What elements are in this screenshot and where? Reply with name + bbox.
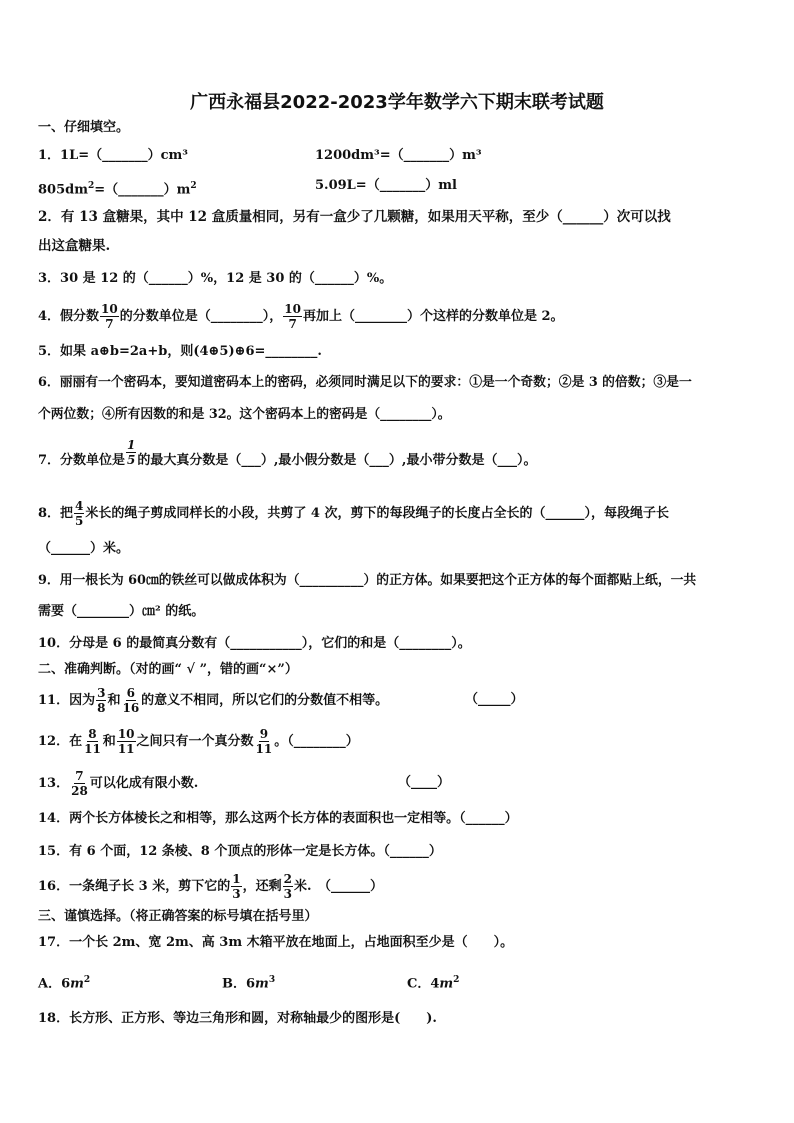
q13-answer-paren: （____）	[398, 775, 451, 790]
q5: 5．如果 a⊕b=2a+b，则(4⊕5)⊕6=________.	[38, 344, 322, 359]
q11-and: 和	[107, 693, 121, 708]
q17-stem: 17．一个长 2m、宽 2m、高 3m 木箱平放在地面上，占地面积至少是（ ）。	[38, 935, 514, 950]
section-3-heading: 三、谨慎选择。（将正确答案的标号填在括号里）	[38, 909, 318, 924]
q16-mid: ，还剩	[242, 879, 282, 894]
q4-pre: 4．假分数	[38, 309, 100, 324]
q4-fraction-1: $\frac{10}{7}$	[101, 302, 118, 331]
q7-post: 的最大真分数是（___）,最小假分数是（___）,最小带分数是（___）。	[137, 453, 537, 468]
q4	[38, 302, 564, 331]
q13-post: 可以化成有限小数.	[89, 776, 199, 791]
q11-post: 的意义不相同，所以它们的分数值不相等。	[141, 693, 389, 708]
q7-pre: 7．分数单位是	[38, 453, 126, 468]
q8-line-1	[38, 499, 669, 528]
q1-part-a: 1．1L=（_______）cm³	[38, 148, 188, 163]
page-title: 广西永福县2022-2023学年数学六下期末联考试题	[190, 92, 604, 113]
q16-fraction-1: $\frac{1}{3}$	[232, 872, 241, 901]
q7-fraction: $\frac{1}{5}$	[127, 438, 136, 467]
q8-line-2: （______）米。	[38, 541, 130, 556]
q4-mid: 的分数单位是（________），	[119, 309, 283, 324]
q8-pre: 8．把	[38, 506, 74, 521]
q12-fraction-3: $\frac{9}{11}$	[255, 727, 273, 756]
q12-and: 和	[102, 734, 116, 749]
q1-part-d: 5.09L=（_______）ml	[315, 178, 457, 193]
q12	[38, 727, 359, 756]
q12-pre: 12．在	[38, 734, 83, 749]
q8-post: 米长的绳子剪成同样长的小段，共剪了 4 次，剪下的每段绳子的长度占全长的（______），每段绳子长	[85, 506, 670, 521]
q13-fraction: $\frac{7}{28}$	[71, 769, 88, 798]
q1-c-pre: 805dm	[38, 182, 88, 198]
q17-option-a: A．$6m^2$	[38, 975, 91, 992]
q7	[38, 438, 536, 484]
q14: 14．两个长方体棱长之和相等，那么这两个长方体的表面积也一定相等。（______）	[38, 811, 518, 826]
q17-option-c: C．$4m^2$	[407, 975, 460, 992]
q6-line-2: 个两位数；④所有因数的和是 32。这个密码本上的密码是（________）。	[38, 407, 451, 422]
q6-line-1: 6．丽丽有一个密码本，要知道密码本上的密码，必须同时满足以下的要求：①是一个奇数；②是 3 的倍数；③是一	[38, 375, 692, 390]
q16	[38, 872, 383, 901]
q13-pre: 13．	[38, 776, 70, 791]
q12-mid: 之间只有一个真分数	[136, 734, 254, 749]
q16-post: 米. （______）	[293, 879, 383, 894]
q16-fraction-2: $\frac{2}{3}$	[283, 872, 292, 901]
q11-fraction-1: $\frac{3}{8}$	[97, 686, 106, 715]
section-2-heading: 二、准确判断。（对的画“ √ ”，错的画“×”）	[38, 662, 298, 677]
q9-line-2: 需要（________）㎝² 的纸。	[38, 604, 205, 619]
q2-line-2: 出这盒糖果.	[38, 238, 111, 254]
q4-post: 再加上（________）个这样的分数单位是 2。	[302, 309, 564, 324]
q12-fraction-2: $\frac{10}{11}$	[117, 727, 135, 756]
q10: 10．分母是 6 的最简真分数有（___________），它们的和是（________）。	[38, 636, 471, 651]
q16-pre: 16．一条绳子长 3 米，剪下它的	[38, 879, 231, 894]
q13	[38, 769, 198, 798]
q1-part-b: 1200dm³=（_______）m³	[315, 148, 482, 163]
q18: 18．长方形、正方形、等边三角形和圆，对称轴最少的图形是( ).	[38, 1011, 437, 1026]
q11-answer-paren: （_____）	[465, 692, 524, 707]
q17-option-b: B．$6m^3$	[222, 975, 276, 992]
q9-line-1: 9．用一根长为 60㎝的铁丝可以做成体积为（__________）的正方体。如果要把这个正方体的每个面都贴上纸，一共	[38, 573, 697, 588]
section-1-heading: 一、仔细填空。	[38, 120, 130, 135]
q11-pre: 11．因为	[38, 693, 96, 708]
q12-post: 。（________）	[274, 734, 359, 749]
q1-part-c: $805dm^2=(\_\_\_\_\_\_\_)m^2$	[38, 181, 197, 198]
q11-fraction-2: $\frac{6}{16}$	[122, 686, 140, 715]
q1-c-post: =（_______）m	[94, 182, 191, 198]
q8-fraction: $\frac{4}{5}$	[75, 499, 84, 528]
q12-fraction-1: $\frac{8}{11}$	[84, 727, 101, 756]
q3: 3．30 是 12 的（______）%，12 是 30 的（______）%。	[38, 271, 393, 286]
q4-fraction-2: $\frac{10}{7}$	[284, 302, 301, 331]
q11	[38, 686, 388, 715]
q15: 15．有 6 个面，12 条棱、8 个顶点的形体一定是长方体。（______）	[38, 844, 442, 859]
q2-line-1: 2．有 13 盒糖果，其中 12 盒质量相同，另有一盒少了几颗糖，如果用天平称，至少（______）次可以找	[38, 209, 671, 225]
